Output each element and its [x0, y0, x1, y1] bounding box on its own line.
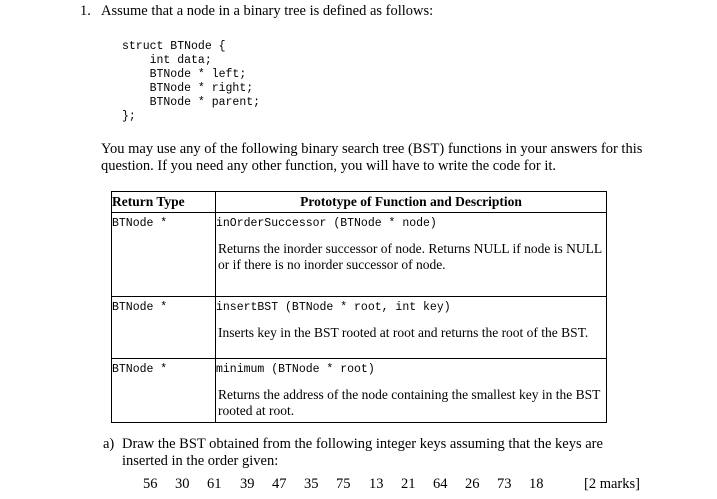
description-line: Inserts key in the BST rooted at root and returns the root of the BST. [218, 325, 589, 340]
key-value: 73 [497, 476, 512, 492]
part-a-line2: inserted in the order given: [122, 453, 279, 469]
bst-functions-table [111, 191, 607, 423]
key-value: 21 [401, 476, 416, 492]
prototype-cell [216, 297, 607, 359]
table-row [112, 213, 607, 297]
header-return-type: Return Type [112, 192, 216, 213]
code-line: BTNode * right; [122, 82, 254, 95]
table-header-row [112, 192, 607, 213]
prototype-cell [216, 359, 607, 423]
description-line: Returns the inorder successor of node. Returns NULL if node is NULL [218, 241, 603, 256]
usage-text-line2: question. If you need any other function, you will have to write the code for it. [101, 158, 557, 174]
return-type-cell [112, 359, 216, 423]
code-line: BTNode * parent; [122, 96, 261, 109]
prototype-cell [216, 213, 607, 297]
key-value: 39 [240, 476, 255, 492]
code-line: BTNode * left; [122, 68, 247, 81]
key-value: 30 [175, 476, 190, 492]
table-row [112, 297, 607, 359]
description-line: rooted at root. [218, 402, 295, 418]
key-value: 18 [529, 476, 544, 492]
code-line: int data; [122, 54, 212, 67]
key-value: 61 [207, 476, 222, 492]
description-line: or if there is no inorder successor of node. [218, 256, 446, 272]
return-type: BTNode * [112, 301, 168, 314]
question-intro: Assume that a node in a binary tree is defined as follows: [101, 3, 434, 19]
return-type-cell [112, 213, 216, 297]
marks-label: [2 marks] [584, 476, 640, 492]
return-type: BTNode * [112, 363, 168, 376]
part-a-line1: Draw the BST obtained from the following integer keys assuming that the keys are [122, 436, 603, 452]
struct-code-block [122, 40, 322, 130]
prototype-signature: minimum (BTNode * root) [216, 363, 375, 376]
usage-text-line1: You may use any of the following binary search tree (BST) functions in your answers for this [101, 141, 643, 157]
part-a-label: a) [103, 436, 115, 452]
key-value: 56 [143, 476, 158, 492]
description-line: Returns the address of the node containing the smallest key in the BST [218, 387, 601, 402]
code-line: struct BTNode { [122, 40, 226, 53]
return-type: BTNode * [112, 217, 168, 230]
key-value: 13 [369, 476, 384, 492]
prototype-signature: inOrderSuccessor (BTNode * node) [216, 217, 437, 230]
return-type-cell [112, 297, 216, 359]
key-value: 35 [304, 476, 319, 492]
key-value: 75 [336, 476, 351, 492]
prototype-signature: insertBST (BTNode * root, int key) [216, 301, 451, 314]
header-prototype: Prototype of Function and Description [216, 192, 607, 213]
key-value: 64 [433, 476, 448, 492]
question-number: 1. [80, 3, 91, 19]
key-value: 26 [465, 476, 480, 492]
table-row [112, 359, 607, 423]
key-value: 47 [272, 476, 287, 492]
code-line: }; [122, 110, 136, 123]
